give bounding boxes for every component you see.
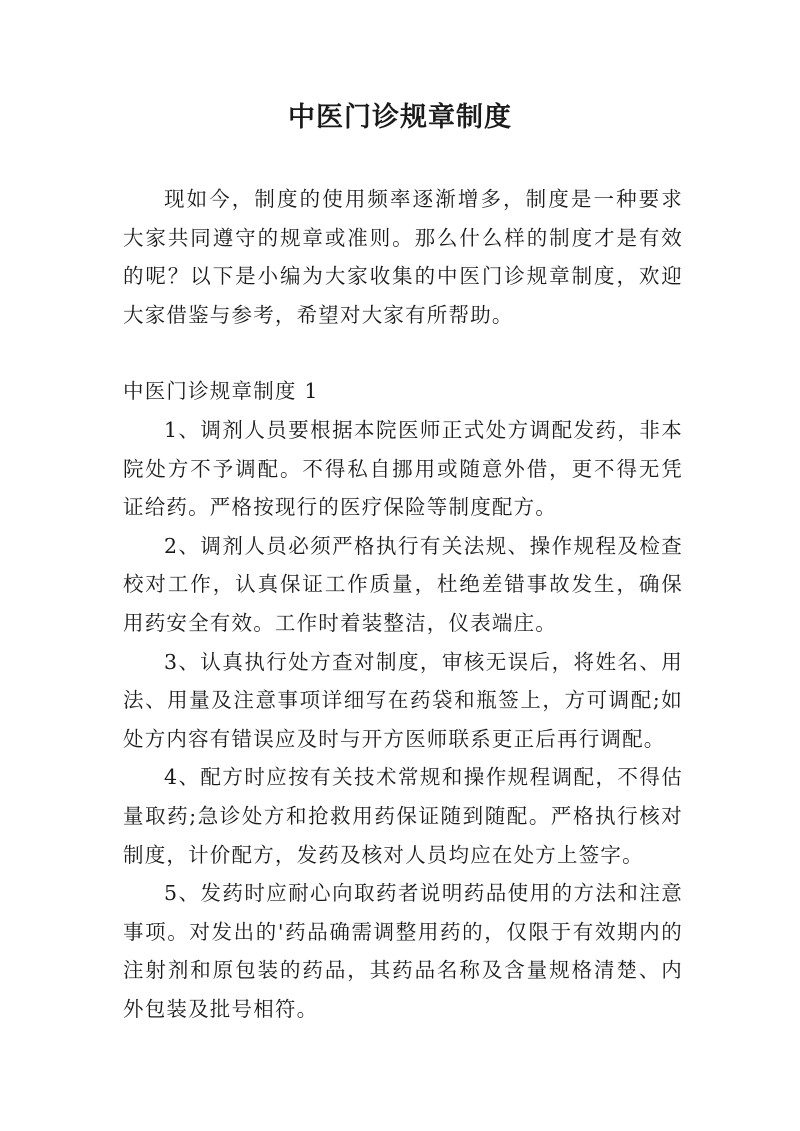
section-heading: 中医门诊规章制度 1 xyxy=(123,379,319,404)
document-title: 中医门诊规章制度 xyxy=(288,102,512,133)
rule-item-3: 3、认真执行处方查对制度，审核无误后，将姓名、用法、用量及注意事项详细写在药袋和瓶签上，方可调配;如处方内容有错误应及时与开方医师联系更正后再行调配。 xyxy=(123,649,683,751)
rule-item-1: 1、调剂人员要根据本院医师正式处方调配发药，非本院处方不予调配。不得私自挪用或随意外借，更不得无凭证给药。严格按现行的医疗保险等制度配方。 xyxy=(123,417,683,520)
document-body xyxy=(123,180,683,1028)
rule-item-4: 4、配方时应按有关技术常规和操作规程调配，不得估量取药;急诊处方和抢救用药保证随到随配。严格执行核对制度，计价配方，发药及核对人员均应在处方上签字。 xyxy=(123,765,683,867)
rule-item-5: 5、发药时应耐心向取药者说明药品使用的方法和注意事项。对发出的'药品确需调整用药的，仅限于有效期内的注射剂和原包装的药品，其药品名称及含量规格清楚、内外包装及批号相符。 xyxy=(123,881,683,1021)
intro-paragraph: 现如今，制度的使用频率逐渐增多，制度是一种要求大家共同遵守的规章或准则。那么什么样的制度才是有效的呢？以下是小编为大家收集的中医门诊规章制度，欢迎大家借鉴与参考，希望对大家有所帮助。 xyxy=(123,187,683,327)
rule-item-2: 2、调剂人员必须严格执行有关法规、操作规程及检查校对工作，认真保证工作质量，杜绝差错事故发生，确保用药安全有效。工作时着装整洁，仪表端庄。 xyxy=(123,533,683,635)
